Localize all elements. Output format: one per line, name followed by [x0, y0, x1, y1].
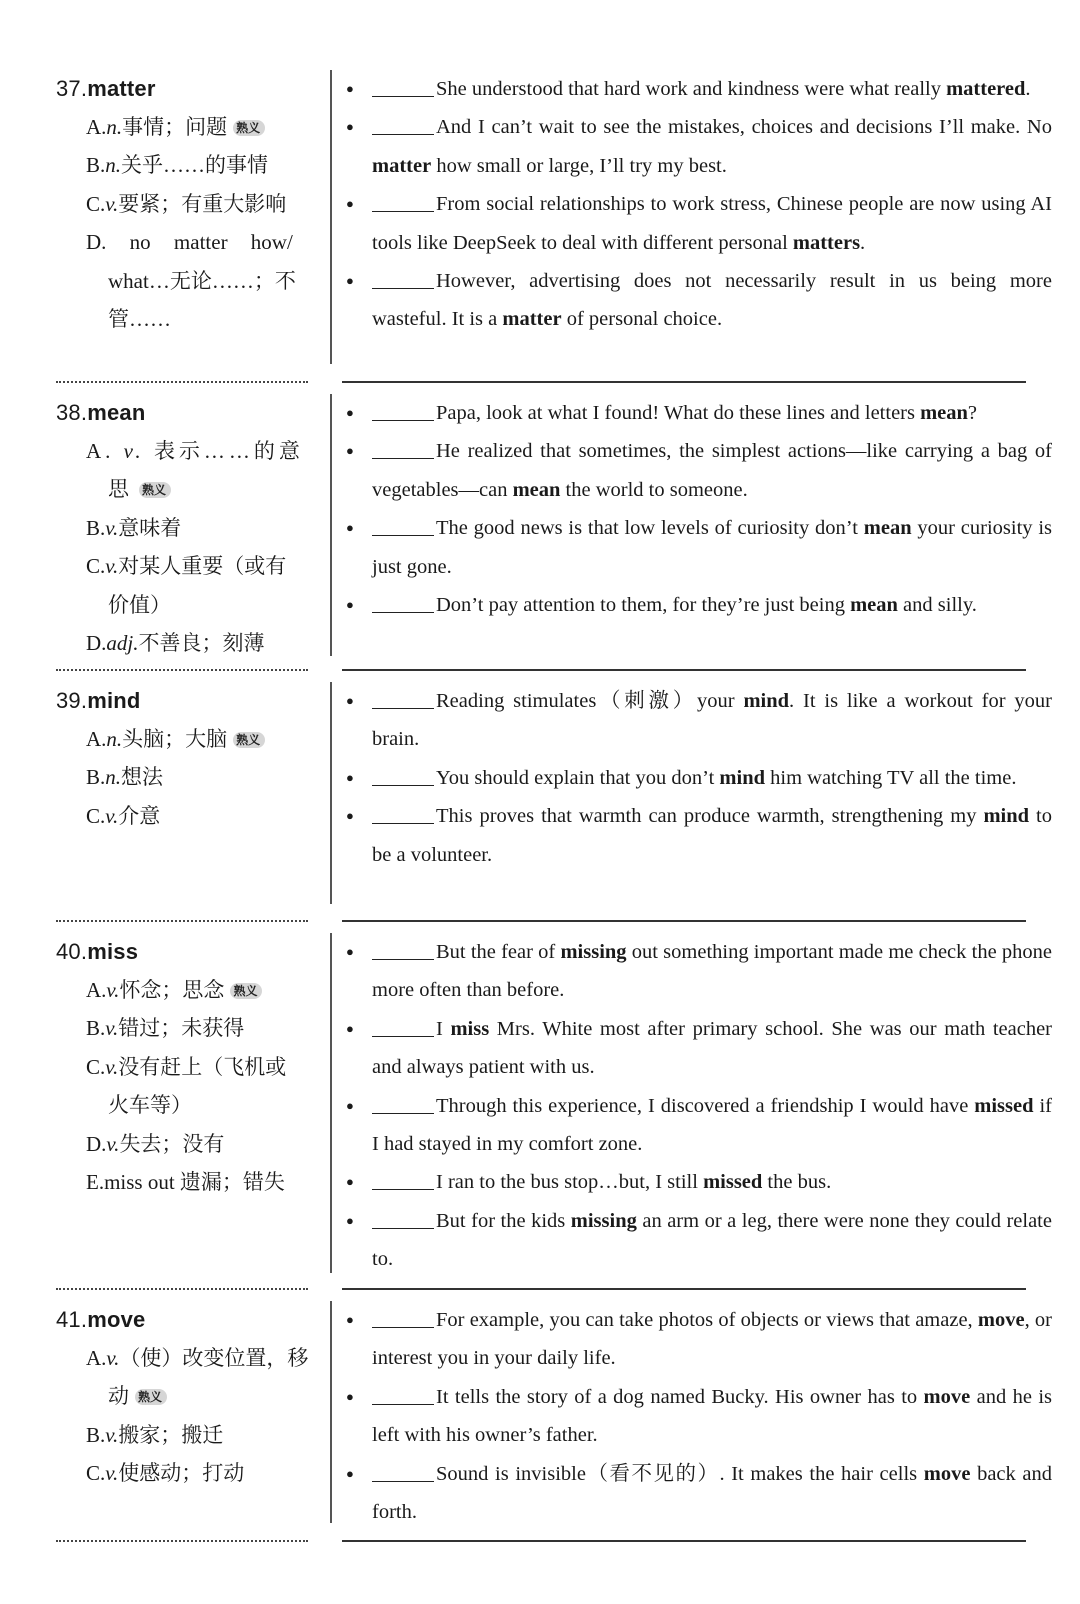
familiar-meaning-badge: 熟义 [233, 120, 265, 136]
sense-item: B.v.错过；未获得 [86, 1016, 245, 1041]
divider-dotted [56, 1288, 308, 1290]
answer-blank[interactable] [372, 1206, 434, 1229]
column-divider [330, 1301, 332, 1523]
answer-blank[interactable] [372, 937, 434, 960]
answer-blank[interactable] [372, 1167, 434, 1190]
sense-item: D.v.失去；没有 [86, 1131, 225, 1156]
answer-blank[interactable] [372, 189, 434, 212]
answer-blank[interactable] [372, 686, 434, 709]
example-sentence: ● Don’t pay attention to them, for they’re just being mean and silly. [352, 586, 1052, 624]
headword-text: matter [87, 76, 156, 101]
example-sentence: ● For example, you can take photos of objects or views that amaze, move, or interest you in your daily life. [352, 1301, 1052, 1378]
headword [56, 394, 318, 432]
headword-text: miss [87, 939, 139, 964]
answer-blank[interactable] [372, 1382, 434, 1405]
example-sentence: ● Sound is invisible（看不见的）. It makes the hair cells move back and forth. [352, 1455, 1052, 1532]
divider-dotted [56, 1540, 308, 1542]
sense-item: C.v.使感动；打动 [86, 1461, 245, 1486]
word-column [56, 1301, 318, 1493]
answer-blank[interactable] [372, 763, 434, 786]
answer-blank[interactable] [372, 590, 434, 613]
example-sentence: ● I ran to the bus stop…but, I still missed the bus. [352, 1163, 1052, 1201]
word-column [56, 394, 318, 662]
column-divider [330, 394, 332, 656]
divider-solid [342, 1540, 1026, 1542]
divider-dotted [56, 920, 308, 922]
answer-blank[interactable] [372, 1305, 434, 1328]
divider-solid [342, 381, 1026, 383]
example-sentence: ● But for the kids missing an arm or a leg, there were none they could relate to. [352, 1202, 1052, 1279]
example-sentence: ● From social relationships to work stress, Chinese people are now using AI tools like DeepSeek to deal with different personal matters. [352, 185, 1052, 262]
sense-item: C.v.没有赶上（飞机或 火车等） [86, 1054, 287, 1118]
headword [56, 682, 318, 720]
sense-item: C.v.介意 [86, 803, 161, 828]
headword [56, 933, 318, 971]
example-sentence: ● You should explain that you don’t mind him watching TV all the time. [352, 759, 1052, 797]
example-column [352, 1301, 1052, 1531]
example-sentence: ● She understood that hard work and kindness were what really mattered. [352, 70, 1052, 108]
word-column [56, 70, 318, 338]
sense-item: A.v.（使）改变位置，移 动 熟义 [86, 1346, 309, 1409]
answer-blank[interactable] [372, 398, 434, 421]
sense-item: B.v.意味着 [86, 515, 182, 540]
divider-solid [342, 669, 1026, 671]
example-column [352, 682, 1052, 874]
example-sentence: ● But the fear of missing out something important made me check the phone more often than before. [352, 933, 1052, 1010]
answer-blank[interactable] [372, 266, 434, 289]
example-sentence: ● The good news is that low levels of curiosity don’t mean your curiosity is just gone. [352, 509, 1052, 586]
sense-item: B.n.想法 [86, 765, 164, 790]
example-sentence: ● However, advertising does not necessarily result in us being more wasteful. It is a matter of personal choice. [352, 262, 1052, 339]
example-column [352, 70, 1052, 339]
example-sentence: ● He realized that sometimes, the simplest actions—like carrying a bag of vegetables—can mean the world to someone. [352, 432, 1052, 509]
example-column [352, 933, 1052, 1279]
sense-item: D. no matter how/ what…无论……；不 管…… [86, 230, 296, 332]
answer-blank[interactable] [372, 513, 434, 536]
headword-text: move [87, 1307, 146, 1332]
entry-number: 39. [56, 688, 88, 713]
sense-item: C.v.要紧；有重大影响 [86, 191, 287, 216]
answer-blank[interactable] [372, 1014, 434, 1037]
headword [56, 1301, 318, 1339]
example-sentence: ● Papa, look at what I found! What do these lines and letters mean? [352, 394, 1052, 432]
familiar-meaning-badge: 熟义 [135, 1389, 167, 1405]
divider-dotted [56, 669, 308, 671]
answer-blank[interactable] [372, 112, 434, 135]
example-sentence: ● And I can’t wait to see the mistakes, choices and decisions I’ll make. No matter how small or large, I’ll try my best. [352, 108, 1052, 185]
example-sentence: ● Reading stimulates（刺激）your mind. It is like a workout for your brain. [352, 682, 1052, 759]
familiar-meaning-badge: 熟义 [233, 732, 265, 748]
familiar-meaning-badge: 熟义 [230, 983, 262, 999]
example-sentence: ● Through this experience, I discovered a friendship I would have missed if I had stayed in my comfort zone. [352, 1087, 1052, 1164]
example-column [352, 394, 1052, 624]
column-divider [330, 682, 332, 904]
headword [56, 70, 318, 108]
sense-item: B.n.关乎……的事情 [86, 153, 269, 178]
entry-number: 41. [56, 1307, 88, 1332]
sense-item: A.n.头脑；大脑 熟义 [56, 720, 318, 758]
headword-text: mean [87, 400, 146, 425]
answer-blank[interactable] [372, 1459, 434, 1482]
example-sentence: ● I miss Mrs. White most after primary school. She was our math teacher and always patient with us. [352, 1010, 1052, 1087]
sense-item: C.v.对某人重要（或有 价值） [86, 554, 287, 617]
answer-blank[interactable] [372, 74, 434, 97]
column-divider [330, 933, 332, 1273]
sense-item: E.miss out 遗漏；错失 [86, 1170, 285, 1195]
entry-number: 38. [56, 400, 88, 425]
headword-text: mind [87, 688, 141, 713]
entry-number: 40. [56, 939, 88, 964]
sense-item: B.v.搬家；搬迁 [86, 1422, 224, 1447]
word-column [56, 933, 318, 1201]
example-sentence: ● This proves that warmth can produce warmth, strengthening my mind to be a volunteer. [352, 797, 1052, 874]
sense-item: A.v.怀念；思念 熟义 [56, 971, 318, 1009]
column-divider [330, 70, 332, 364]
familiar-meaning-badge: 熟义 [139, 482, 171, 498]
sense-item: D.adj.不善良；刻薄 [86, 631, 265, 656]
sense-item: A.n.事情；问题 熟义 [56, 108, 318, 146]
divider-solid [342, 920, 1026, 922]
answer-blank[interactable] [372, 801, 434, 824]
divider-dotted [56, 381, 308, 383]
entry-number: 37. [56, 76, 88, 101]
answer-blank[interactable] [372, 1091, 434, 1114]
example-sentence: ● It tells the story of a dog named Bucky. His owner has to move and he is left with his owner’s father. [352, 1378, 1052, 1455]
answer-blank[interactable] [372, 436, 434, 459]
sense-item: A. v. 表示……的意 思 熟义 [86, 439, 304, 502]
divider-solid [342, 1288, 1026, 1290]
word-column [56, 682, 318, 835]
